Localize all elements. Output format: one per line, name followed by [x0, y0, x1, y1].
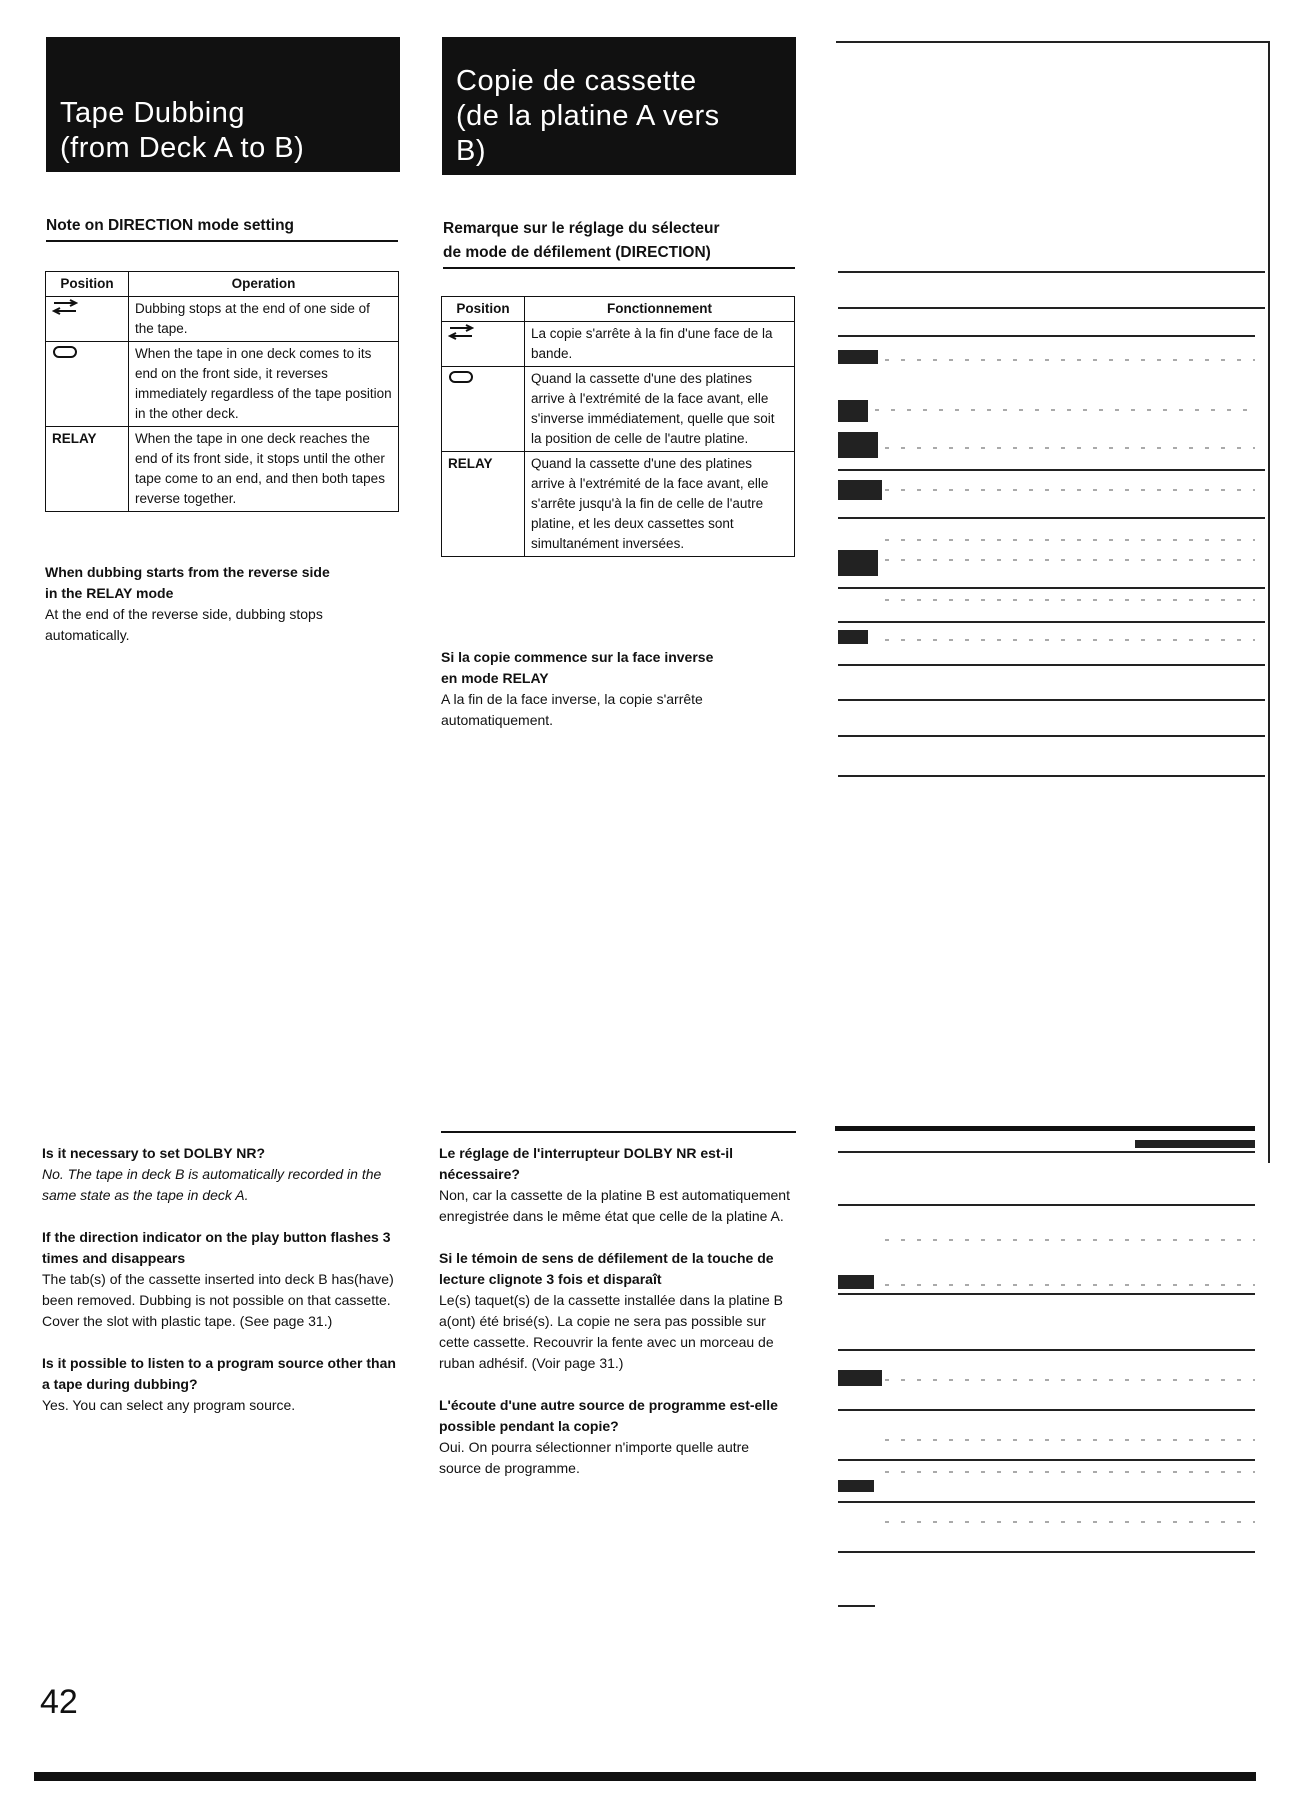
- french-faq: [439, 1143, 794, 1500]
- french-relay-text: A la fin de la face inverse, la copie s'arrête automatiquement.: [441, 691, 703, 728]
- english-relay-note: [45, 562, 395, 646]
- english-col-position: Position: [46, 272, 129, 297]
- faq-question: L'écoute d'une autre source de programme est-elle possible pendant la copie?: [439, 1397, 778, 1434]
- french-title-box: [442, 37, 796, 175]
- faq-question: Is it possible to listen to a program source other than a tape during dubbing?: [42, 1355, 396, 1392]
- french-note-heading-line2: de mode de défilement (DIRECTION): [443, 244, 711, 261]
- english-faq: [42, 1143, 402, 1437]
- english-note-heading-text: Note on DIRECTION mode setting: [46, 217, 294, 234]
- french-title-line2: (de la platine A vers: [456, 100, 720, 132]
- list-item: [439, 1395, 794, 1479]
- english-col-operation: Operation: [129, 272, 399, 297]
- page-number: 42: [40, 1683, 78, 1721]
- loop-icon: [52, 344, 78, 360]
- list-item: [42, 1227, 402, 1332]
- english-relay-heading-1: When dubbing starts from the reverse side: [45, 564, 330, 580]
- english-table-header: [46, 272, 399, 297]
- one-way-arrows-icon: [52, 299, 78, 315]
- faq-answer: No. The tape in deck B is automatically recorded in the same state as the tape in deck A.: [42, 1166, 382, 1203]
- french-row3-position: RELAY: [442, 452, 525, 557]
- french-row3-text: Quand la cassette d'une des platines arrive à l'extrémité de la face avant, elle s'arrête jusqu'à la fin de celle de l'autre platine, et les deux cassettes sont simultanément inversées.: [525, 452, 795, 557]
- english-direction-table: [45, 271, 399, 512]
- list-item: [439, 1248, 794, 1374]
- french-title-line1: Copie de cassette: [456, 65, 697, 97]
- french-relay-heading-2: en mode RELAY: [441, 670, 549, 686]
- faq-question: If the direction indicator on the play button flashes 3 times and disappears: [42, 1229, 391, 1266]
- scan-bleed-through: [835, 40, 1267, 1780]
- french-col-operation: Fonctionnement: [525, 297, 795, 322]
- list-item: [42, 1143, 402, 1206]
- faq-answer: Le(s) taquet(s) de la cassette installée dans la platine B a(ont) été brisé(s). La copie ne sera pas possible sur cette cassette. Recouvrir la fente avec un morceau de ruban adhésif. (Voir page 31.): [439, 1292, 783, 1371]
- english-title-line1: Tape Dubbing: [60, 97, 245, 129]
- table-row: [442, 322, 795, 367]
- english-relay-heading-2: in the RELAY mode: [45, 585, 174, 601]
- french-table-header: [442, 297, 795, 322]
- french-title-line3: B): [456, 135, 486, 167]
- table-row: [46, 297, 399, 342]
- french-row1-text: La copie s'arrête à la fin d'une face de la bande.: [525, 322, 795, 367]
- table-row: [46, 342, 399, 427]
- faq-question: Le réglage de l'interrupteur DOLBY NR est-il nécessaire?: [439, 1145, 734, 1182]
- faq-answer: Non, car la cassette de la platine B est automatiquement enregistrée dans le même état que celle de la platine A.: [439, 1187, 790, 1224]
- faq-question: Is it necessary to set DOLBY NR?: [42, 1145, 266, 1161]
- english-title-line2: (from Deck A to B): [60, 132, 305, 164]
- section-divider: [441, 1131, 796, 1133]
- english-relay-text: At the end of the reverse side, dubbing stops automatically.: [45, 606, 323, 643]
- faq-answer: The tab(s) of the cassette inserted into deck B has(have) been removed. Dubbing is not possible on that cassette. Cover the slot with plastic tape. (See page 31.): [42, 1271, 394, 1329]
- french-row2-text: Quand la cassette d'une des platines arrive à l'extrémité de la face avant, elle s'inverse immédiatement, quelle que soit la position de celle de l'autre platine.: [525, 367, 795, 452]
- english-row2-text: When the tape in one deck comes to its end on the front side, it reverses immediately regardless of the tape position in the other deck.: [129, 342, 399, 427]
- french-direction-table: [441, 296, 795, 557]
- table-row: [442, 367, 795, 452]
- french-col-position: Position: [442, 297, 525, 322]
- list-item: [439, 1143, 794, 1227]
- english-row3-position: RELAY: [46, 427, 129, 512]
- one-way-arrows-icon: [448, 324, 474, 340]
- english-row3-text: When the tape in one deck reaches the end of its front side, it stops until the other tape come to an end, and then both tapes reverse together.: [129, 427, 399, 512]
- french-note-heading-line1: Remarque sur le réglage du sélecteur: [443, 220, 720, 237]
- loop-icon: [448, 369, 474, 385]
- table-row: [442, 452, 795, 557]
- french-note-heading: [443, 217, 795, 269]
- faq-answer: Yes. You can select any program source.: [42, 1397, 296, 1413]
- english-title-box: [46, 37, 400, 172]
- french-relay-heading-1: Si la copie commence sur la face inverse: [441, 649, 714, 665]
- english-row1-text: Dubbing stops at the end of one side of the tape.: [129, 297, 399, 342]
- list-item: [42, 1353, 402, 1416]
- faq-answer: Oui. On pourra sélectionner n'importe quelle autre source de programme.: [439, 1439, 750, 1476]
- french-relay-note: [441, 647, 796, 731]
- english-note-heading: [46, 214, 398, 242]
- table-row: [46, 427, 399, 512]
- faq-question: Si le témoin de sens de défilement de la touche de lecture clignote 3 fois et disparaît: [439, 1250, 774, 1287]
